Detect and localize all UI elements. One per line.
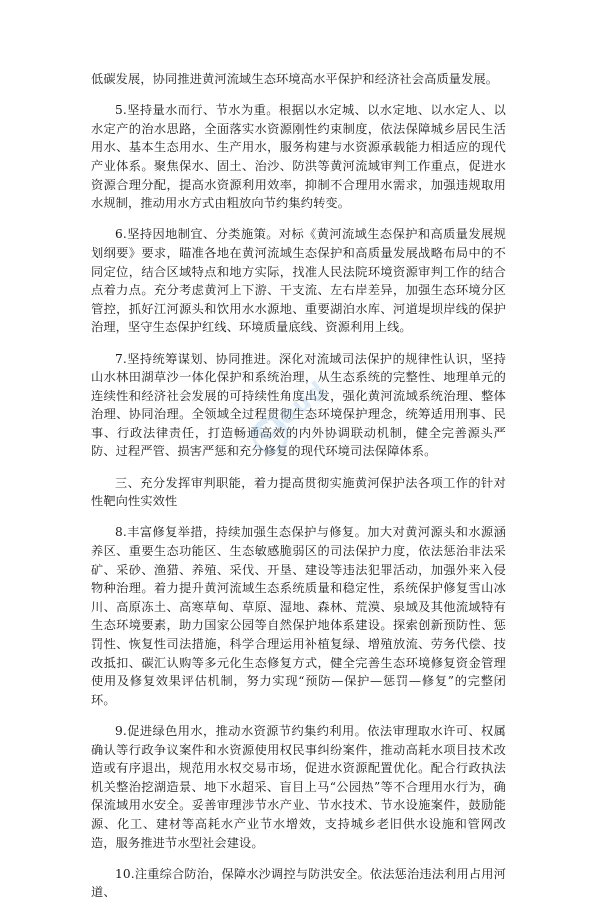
paragraph-item-8: 8.丰富修复举措，持续加强生态保护与修复。加大对黄河源头和水源涵养区、重要生态功能区、生态敏感脆弱区的司法保护力度，依法惩治非法采矿、采砂、渔猎、养殖、采伐、开垦、建设等违法犯罪活动，加强外来入侵物种治理。着力提升黄河流域生态系统质量和稳定性，系统保护修复雪山冰川、高原冻土、高寒草甸、草原、湿地、森林、荒漠、泉域及其他流域特有生态环境要素，助力国家公园等自然保护地体系建设。探索创新预防性、惩罚性、恢复性司法措施，科学合理运用补植复绿、增殖放流、劳务代偿、技改抵扣、碳汇认购等多元化生态修复方式，健全完善生态环境修复资金管理使用及修复效果评估机制，努力实现“预防—保护—惩罚—修复”的完整闭环。: [91, 525, 506, 707]
section-heading-3: 三、充分发挥审判职能，着力提高贯彻实施黄河保护法各项工作的针对性靶向性实效性: [91, 475, 506, 509]
paragraph-item-10: 10.注重综合防治，保障水沙调控与防洪安全。依法惩治违法利用占用河道、: [91, 866, 506, 900]
paragraph-continuation: 低碳发展，协同推进黄河流域生态环境高水平保护和经济社会高质量发展。: [91, 72, 499, 86]
document-body: [91, 70, 506, 915]
paragraph-item-6: 6.坚持因地制宜、分类施策。对标《黄河流域生态保护和高质量发展规划纲要》要求，瞄准各地在黄河流域生态保护和高质量发展战略布局中的不同定位，结合区域特点和地方实际，找准人民法院环境资源审判工作的结合点着力点。充分考虑黄河上下游、干支流、左右岸差异，加强生态环境分区管控，抓好江河源头和饮用水水源地、重要湖泊水库、河道堤坝岸线的保护治理，坚守生态保护红线、环境质量底线、资源利用上线。: [91, 227, 506, 335]
paragraph-item-9: 9.促进绿色用水，推动水资源节约集约利用。依法审理取水许可、权属确认等行政争议案件和水资源使用权民事纠纷案件，推动高耗水项目技术改造或有序退出，规范用水权交易市场，促进水资源配置优化。配合行政执法机关整治挖湖造景、地下水超采、盲目上马“公园热”等不合理用水行为，确保流域用水安全。妥善审理涉节水产业、节水技术、节水设施案件，鼓励能源、化工、建材等高耗水产业节水增效，支持城乡老旧供水设施和管网改造，服务推进节水型社会建设。: [91, 723, 506, 850]
paragraph-item-7: 7.坚持统筹谋划、协同推进。深化对流域司法保护的规律性认识，坚持山水林田湖草沙一体化保护和系统治理，从生态系统的完整性、地理单元的连续性和经济社会发展的可持续性角度出发，强化黄河流域系统治理、整体治理、协同治理。全领域全过程贯彻生态环境保护理念，统筹适用刑事、民事、行政法律责任，打造畅通高效的内外协调联动机制，健全完善源头严防、过程严管、损害严惩和充分修复的现代环境司法保障体系。: [91, 351, 506, 459]
watermark-text: Cloud: [250, 375, 332, 448]
paragraph-item-5: 5.坚持量水而行、节水为重。根据以水定城、以水定地、以水定人、以水定产的治水思路，全面落实水资源刚性约束制度，依法保障城乡居民生活用水、基本生态用水、生产用水，服务构建与水资源承载能力相适应的现代产业体系。聚焦保水、固土、治沙、防洪等黄河流域审判工作重点，促进水资源合理分配，提高水资源利用效率，抑制不合理用水需求，加强违规取用水规制，推动用水方式由粗放向节约集约转变。: [91, 103, 506, 211]
